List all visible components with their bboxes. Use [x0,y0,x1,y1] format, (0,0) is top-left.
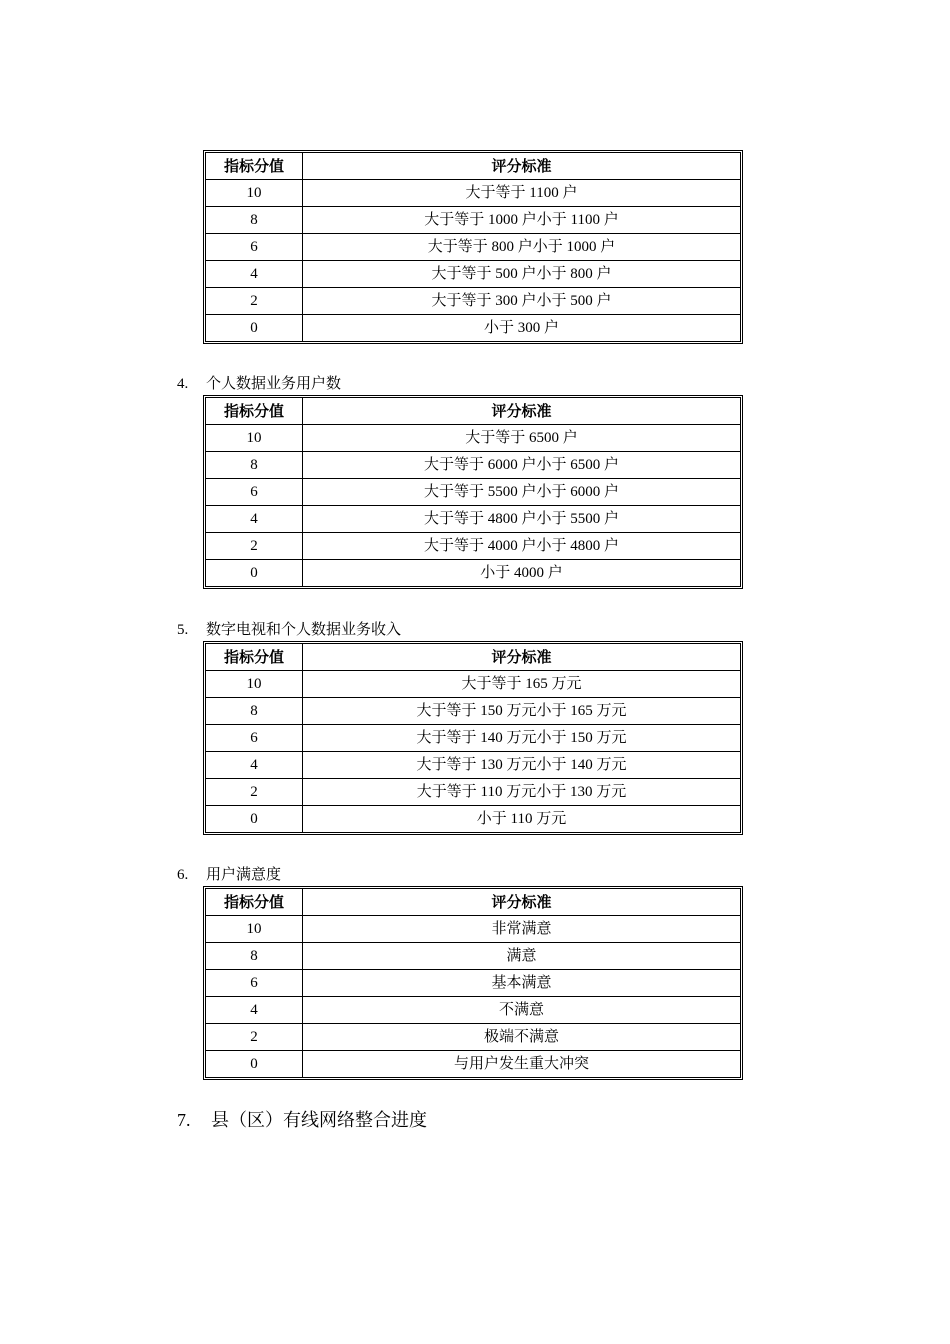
table-row [206,916,740,943]
score-cell: 6 [206,970,303,997]
section-title: 个人数据业务用户数 [206,376,342,392]
criterion-cell: 小于 4000 户 [303,560,741,587]
criterion-cell: 大于等于 500 户小于 800 户 [303,261,741,288]
criterion-cell: 小于 300 户 [303,315,741,342]
criterion-cell: 大于等于 4800 户小于 5500 户 [303,506,741,533]
score-cell: 6 [206,234,303,261]
table-row [206,1051,740,1078]
table-row [206,671,740,698]
table-row [206,943,740,970]
score-cell: 6 [206,725,303,752]
table-row [206,479,740,506]
score-cell: 0 [206,806,303,833]
table-row [206,1024,740,1051]
table-header-row [206,889,740,916]
criterion-cell: 大于等于 130 万元小于 140 万元 [303,752,741,779]
table-row [206,560,740,587]
score-cell: 8 [206,943,303,970]
score-cell: 8 [206,452,303,479]
section-heading-7 [177,1106,427,1132]
header-criterion: 评分标准 [303,889,741,916]
table-row [206,698,740,725]
score-cell: 0 [206,560,303,587]
table-row [206,970,740,997]
criterion-cell: 大于等于 5500 户小于 6000 户 [303,479,741,506]
score-cell: 2 [206,533,303,560]
section-heading-4 [177,372,341,393]
table-row [206,779,740,806]
criterion-cell: 大于等于 1100 户 [303,180,741,207]
criterion-cell: 大于等于 4000 户小于 4800 户 [303,533,741,560]
score-cell: 0 [206,1051,303,1078]
table-row [206,752,740,779]
score-cell: 2 [206,288,303,315]
criterion-cell: 基本满意 [303,970,741,997]
table-row [206,506,740,533]
criterion-cell: 大于等于 150 万元小于 165 万元 [303,698,741,725]
criterion-cell: 非常满意 [303,916,741,943]
header-score: 指标分值 [206,644,303,671]
score-cell: 4 [206,506,303,533]
score-cell: 4 [206,997,303,1024]
section-title: 县（区）有线网络整合进度 [211,1110,427,1130]
table-row [206,180,740,207]
section-number: 6. [177,867,189,883]
section-title: 数字电视和个人数据业务收入 [206,622,402,638]
section-heading-5 [177,618,401,639]
table-row [206,452,740,479]
table-row [206,997,740,1024]
table-row [206,288,740,315]
criterion-cell: 大于等于 165 万元 [303,671,741,698]
score-cell: 4 [206,261,303,288]
table-row [206,533,740,560]
table-row [206,207,740,234]
criterion-cell: 大于等于 140 万元小于 150 万元 [303,725,741,752]
table-row [206,261,740,288]
criterion-cell: 大于等于 300 户小于 500 户 [303,288,741,315]
score-cell: 10 [206,425,303,452]
criterion-cell: 大于等于 110 万元小于 130 万元 [303,779,741,806]
criterion-cell: 极端不满意 [303,1024,741,1051]
table-row [206,806,740,833]
table-row [206,725,740,752]
section-number: 4. [177,376,189,392]
score-cell: 2 [206,1024,303,1051]
header-criterion: 评分标准 [303,398,741,425]
score-cell: 2 [206,779,303,806]
header-criterion: 评分标准 [303,153,741,180]
score-cell: 6 [206,479,303,506]
score-cell: 8 [206,698,303,725]
criterion-cell: 满意 [303,943,741,970]
section-title: 用户满意度 [206,867,282,883]
table-header-row [206,398,740,425]
score-table-revenue [203,641,743,835]
criterion-cell: 大于等于 6500 户 [303,425,741,452]
criterion-cell: 大于等于 6000 户小于 6500 户 [303,452,741,479]
table-row [206,315,740,342]
score-cell: 4 [206,752,303,779]
section-number: 7. [177,1110,191,1130]
score-table-personal-data-users [203,395,743,589]
header-score: 指标分值 [206,398,303,425]
criterion-cell: 与用户发生重大冲突 [303,1051,741,1078]
criterion-cell: 大于等于 800 户小于 1000 户 [303,234,741,261]
score-cell: 10 [206,180,303,207]
criterion-cell: 小于 110 万元 [303,806,741,833]
score-table-satisfaction [203,886,743,1080]
criterion-cell: 大于等于 1000 户小于 1100 户 [303,207,741,234]
header-criterion: 评分标准 [303,644,741,671]
section-heading-6 [177,863,281,884]
table-header-row [206,644,740,671]
score-cell: 0 [206,315,303,342]
header-score: 指标分值 [206,889,303,916]
table-row [206,234,740,261]
score-cell: 8 [206,207,303,234]
section-number: 5. [177,622,189,638]
table-row [206,425,740,452]
score-table-household-count [203,150,743,344]
score-cell: 10 [206,671,303,698]
table-header-row [206,153,740,180]
criterion-cell: 不满意 [303,997,741,1024]
score-cell: 10 [206,916,303,943]
header-score: 指标分值 [206,153,303,180]
